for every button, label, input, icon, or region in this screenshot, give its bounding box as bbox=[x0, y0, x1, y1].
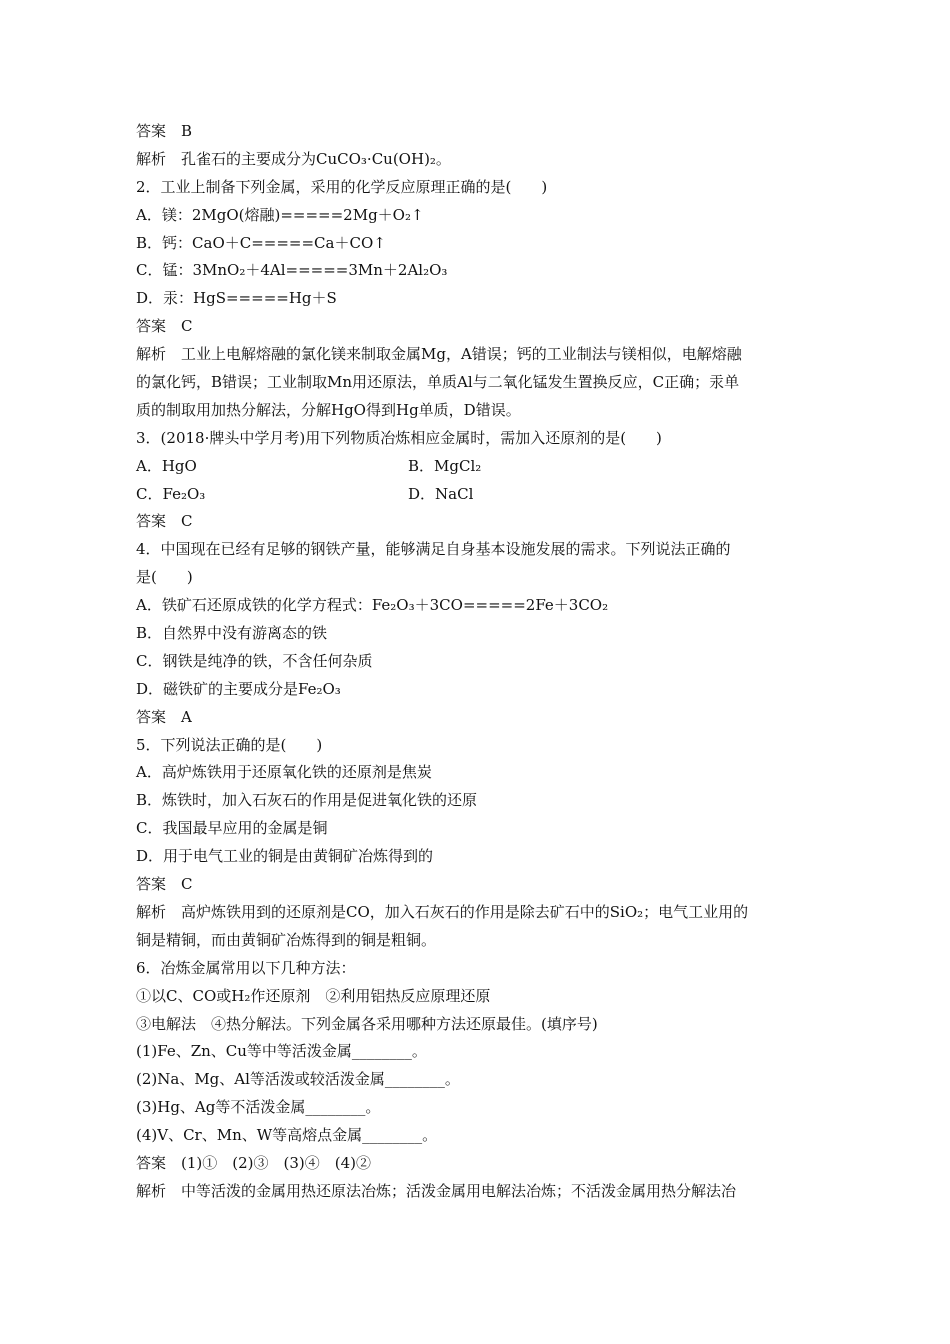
answer-line: 答案 (1)① (2)③ (3)④ (4)② bbox=[136, 1153, 371, 1172]
option-b: B．炼铁时，加入石灰石的作用是促进氧化铁的还原 bbox=[136, 791, 478, 810]
explanation-line: 解析 孔雀石的主要成分为CuCO₃·Cu(OH)₂。 bbox=[136, 149, 451, 168]
option-a: A．铁矿石还原成铁的化学方程式：Fe₂O₃＋3CO=====2Fe＋3CO₂ bbox=[136, 596, 609, 615]
explanation-line: 质的制取用加热分解法，分解HgO得到Hg单质，D错误。 bbox=[136, 400, 521, 419]
answer-line: 答案 C bbox=[136, 512, 193, 531]
method-list: ①以C、CO或H₂作还原剂 ②利用铝热反应原理还原 bbox=[136, 986, 491, 1005]
option-b: B．自然界中没有游离态的铁 bbox=[136, 624, 328, 643]
question-2: 2．工业上制备下列金属，采用的化学反应原理正确的是( ) bbox=[136, 177, 548, 196]
option-d: D．NaCl bbox=[408, 484, 474, 503]
explanation-line: 铜是精铜，而由黄铜矿冶炼得到的铜是粗铜。 bbox=[136, 930, 437, 949]
option-d: D．汞：HgS=====Hg＋S bbox=[136, 289, 337, 308]
option-d: D．用于电气工业的铜是由黄铜矿冶炼得到的 bbox=[136, 847, 434, 866]
answer-line: 答案 C bbox=[136, 317, 193, 336]
options-row bbox=[136, 481, 826, 509]
method-list: ③电解法 ④热分解法。下列金属各采用哪种方法还原最佳。(填序号) bbox=[136, 1014, 598, 1033]
options-row bbox=[136, 453, 826, 481]
question-6: 6．冶炼金属常用以下几种方法： bbox=[136, 958, 356, 977]
explanation-line: 解析 高炉炼铁用到的还原剂是CO，加入石灰石的作用是除去矿石中的SiO₂；电气工业用的 bbox=[136, 902, 749, 921]
option-a: A．HgO bbox=[136, 456, 197, 475]
question-4: 4．中国现在已经有足够的钢铁产量，能够满足自身基本设施发展的需求。下列说法正确的 bbox=[136, 540, 731, 559]
sub-question-4: (4)V、Cr、Mn、W等高熔点金属________。 bbox=[136, 1126, 438, 1145]
answer-line: 答案 C bbox=[136, 875, 193, 894]
answer-line: 答案 A bbox=[136, 707, 192, 726]
answer-line: 答案 B bbox=[136, 122, 193, 140]
option-c: C．锰：3MnO₂＋4Al=====3Mn＋2Al₂O₃ bbox=[136, 261, 448, 280]
option-b: B．MgCl₂ bbox=[408, 456, 482, 475]
option-d: D．磁铁矿的主要成分是Fe₂O₃ bbox=[136, 679, 341, 698]
question-4-cont: 是( ) bbox=[136, 568, 193, 587]
option-b: B．钙：CaO＋C=====Ca＋CO↑ bbox=[136, 233, 386, 252]
option-a: A．高炉炼铁用于还原氧化铁的还原剂是焦炭 bbox=[136, 763, 432, 782]
explanation-line: 的氯化钙，B错误；工业制取Mn用还原法，单质Al与二氧化锰发生置换反应，C正确；汞单 bbox=[136, 373, 740, 392]
option-c: C．我国最早应用的金属是铜 bbox=[136, 819, 328, 838]
explanation-line: 解析 工业上电解熔融的氯化镁来制取金属Mg，A错误；钙的工业制法与镁相似，电解熔融 bbox=[136, 345, 742, 364]
sub-question-3: (3)Hg、Ag等不活泼金属________。 bbox=[136, 1098, 381, 1117]
option-c: C．Fe₂O₃ bbox=[136, 484, 206, 503]
sub-question-1: (1)Fe、Zn、Cu等中等活泼金属________。 bbox=[136, 1042, 427, 1061]
question-3: 3．(2018·牌头中学月考)用下列物质冶炼相应金属时，需加入还原剂的是( ) bbox=[136, 428, 662, 447]
option-a: A．镁：2MgO(熔融)=====2Mg＋O₂↑ bbox=[136, 205, 424, 224]
sub-question-2: (2)Na、Mg、Al等活泼或较活泼金属________。 bbox=[136, 1070, 460, 1089]
question-5: 5．下列说法正确的是( ) bbox=[136, 735, 323, 754]
option-c: C．钢铁是纯净的铁，不含任何杂质 bbox=[136, 651, 373, 670]
document-page bbox=[136, 118, 826, 1206]
explanation-line: 解析 中等活泼的金属用热还原法冶炼；活泼金属用电解法冶炼；不活泼金属用热分解法冶 bbox=[136, 1181, 737, 1200]
